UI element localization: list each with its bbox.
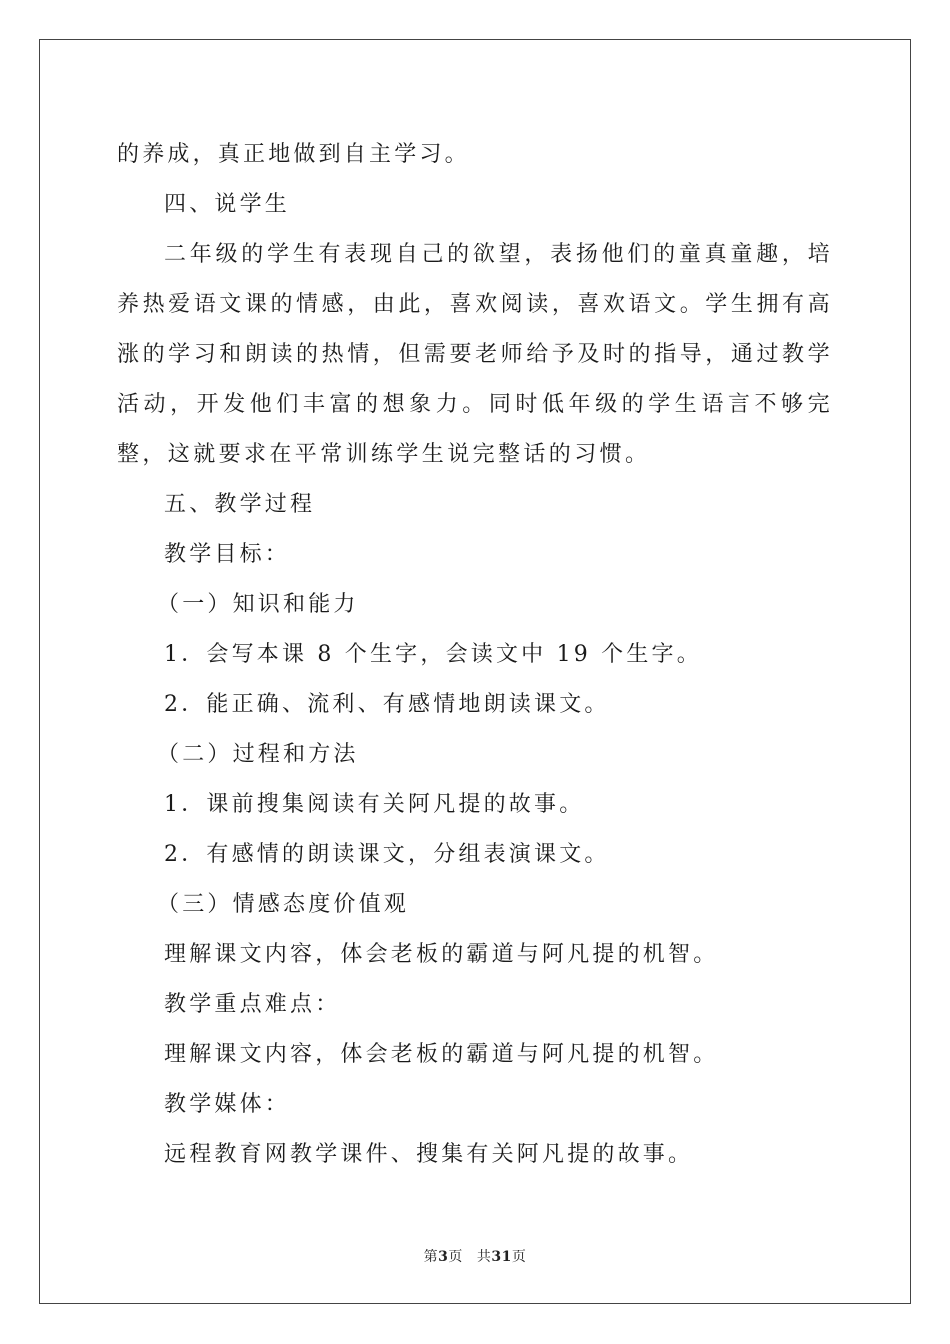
goal-item: 2．有感情的朗读课文，分组表演课文。	[164, 842, 610, 867]
footer-total-suffix: 页	[511, 1249, 527, 1265]
footer-page-total: 31	[491, 1249, 512, 1265]
footer-page-current: 3	[438, 1249, 449, 1265]
goal-heading-attitude: （三）情感态度价值观	[157, 892, 410, 917]
goal-item: 1．课前搜集阅读有关阿凡提的故事。	[164, 792, 585, 817]
goal-item: 2．能正确、流利、有感情地朗读课文。	[164, 692, 610, 717]
goal-item: 理解课文内容，体会老板的霸道与阿凡提的机智。	[164, 942, 719, 967]
section-heading-process: 五、教学过程	[164, 492, 316, 517]
goal-heading-knowledge: （一）知识和能力	[157, 592, 359, 617]
teaching-goals-label: 教学目标：	[164, 542, 291, 567]
key-points-label: 教学重点难点：	[164, 992, 341, 1017]
footer-page-prefix: 第	[423, 1249, 439, 1265]
document-body	[117, 130, 833, 1180]
media-label: 教学媒体：	[164, 1092, 291, 1117]
footer-total-prefix: 共	[476, 1249, 492, 1265]
media-text: 远程教育网教学课件、搜集有关阿凡提的故事。	[164, 1142, 694, 1167]
key-points-text: 理解课文内容，体会老板的霸道与阿凡提的机智。	[164, 1042, 719, 1067]
goal-item: 1．会写本课 8 个生字，会读文中 19 个生字。	[164, 642, 702, 667]
goal-heading-method: （二）过程和方法	[157, 742, 359, 767]
footer-page-mid: 页	[448, 1249, 463, 1265]
section-heading-students: 四、说学生	[164, 192, 291, 217]
paragraph-continuation: 的养成，真正地做到自主学习。	[117, 142, 470, 167]
page-footer	[0, 1246, 950, 1266]
paragraph-students: 二年级的学生有表现自己的欲望，表扬他们的童真童趣，培养热爱语文课的情感，由此，喜欢阅读，喜欢语文。学生拥有高涨的学习和朗读的热情，但需要老师给予及时的指导，通过教学活动，开发他们丰富的想象力。同时低年级的学生语言不够完整，这就要求在平常训练学生说完整话的习惯。	[117, 242, 833, 467]
